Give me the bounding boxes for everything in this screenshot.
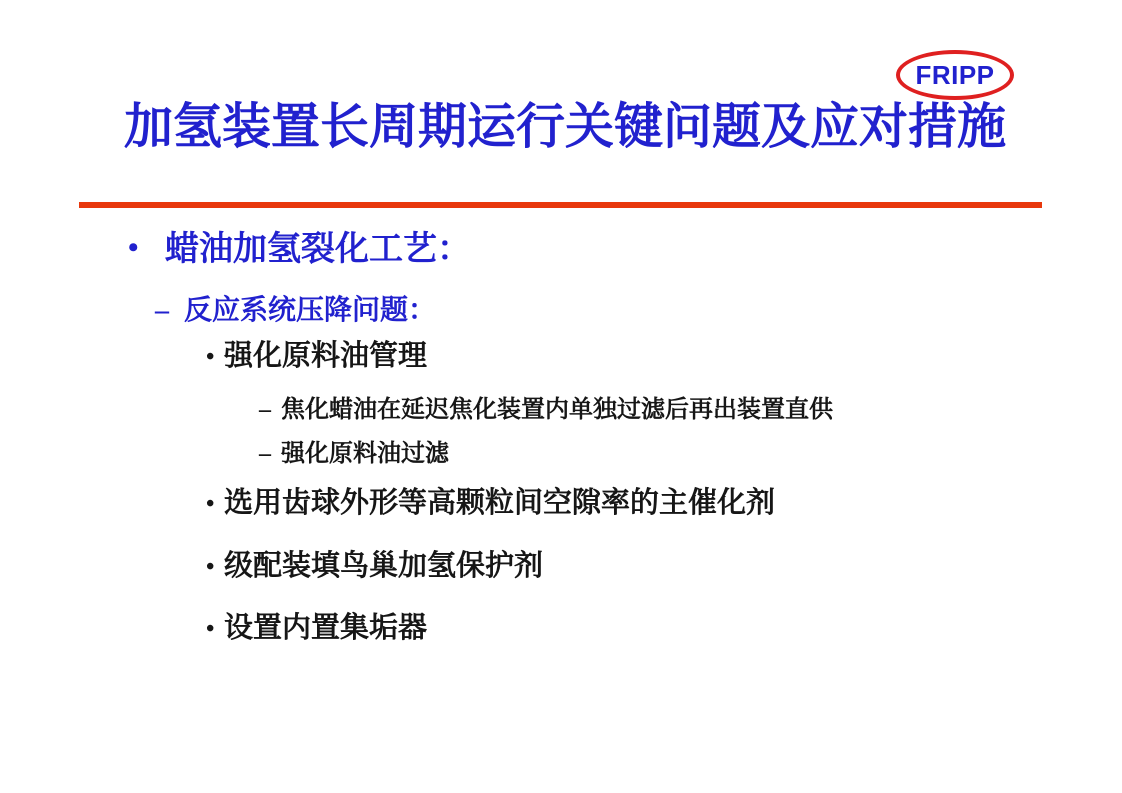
- bullet-item-level3: [206, 488, 775, 520]
- dash-text: 反应系统压降问题：: [184, 295, 437, 326]
- slide-title: 加氢装置长周期运行关键问题及应对措施: [124, 99, 1007, 154]
- title-divider-rule: [79, 202, 1042, 208]
- bullet-icon: •: [206, 554, 215, 580]
- dash-item-level4: [259, 397, 833, 423]
- bullet-icon: •: [206, 616, 215, 642]
- bullet-icon: •: [128, 231, 139, 264]
- dash-text: 强化原料油过滤: [281, 441, 449, 467]
- bullet-text: 强化原料油管理: [224, 340, 428, 372]
- bullet-text: 选用齿球外形等高颗粒间空隙率的主催化剂: [224, 487, 776, 519]
- bullet-icon: •: [206, 491, 215, 517]
- dash-item-level4: [259, 441, 449, 467]
- fripp-logo-text: FRIPP: [915, 60, 995, 90]
- bullet-text: 级配装填鸟巢加氢保护剂: [224, 550, 544, 582]
- bullet-text: 设置内置集垢器: [224, 612, 428, 644]
- bullet-item-level3: [206, 551, 543, 583]
- dash-item-level2: [155, 296, 436, 327]
- bullet-text: 蜡油加氢裂化工艺：: [165, 231, 471, 268]
- dash-icon: –: [259, 397, 271, 423]
- bullet-item-level1: [128, 231, 471, 268]
- bullet-item-level3: [206, 341, 427, 373]
- dash-icon: –: [259, 441, 271, 467]
- dash-icon: –: [155, 295, 169, 326]
- bullet-icon: •: [206, 344, 215, 370]
- fripp-logo: [896, 50, 1014, 100]
- bullet-item-level3: [206, 613, 427, 645]
- dash-text: 焦化蜡油在延迟焦化装置内单独过滤后再出装置直供: [281, 397, 833, 423]
